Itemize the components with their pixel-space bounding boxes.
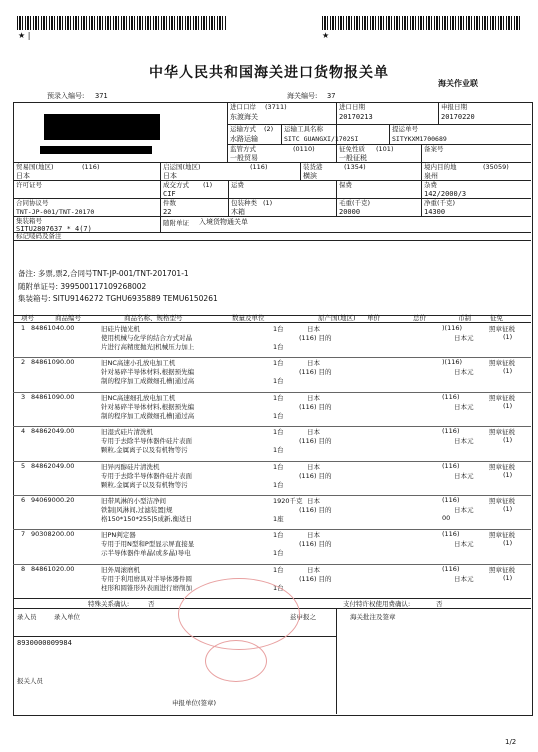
dest-place-label: 境内目的地 <box>424 163 457 171</box>
special-label: 特殊关系确认: <box>88 600 130 608</box>
item-dest: (116) <box>442 496 460 504</box>
redacted-consignee <box>44 114 160 140</box>
col-unit-price: 单价 <box>367 314 380 322</box>
item-n1: 旧PN判定器 <box>101 531 136 540</box>
item-duty: 照章征税 <box>489 428 515 437</box>
barcode-star-left: ★ | <box>18 31 31 40</box>
barcode-right <box>322 16 522 30</box>
item-q1: 1台 <box>273 428 284 437</box>
loading-port-label: 装货港 <box>303 163 323 171</box>
item-code: 84861090.00 <box>31 392 75 401</box>
supervision-value: 一般贸易 <box>230 154 258 162</box>
item-n2: 专用于用N型和P型显示屏直接显 <box>101 540 195 549</box>
item-duty: 照章征税 <box>489 462 515 471</box>
col-name: 商品名称、规格型号 <box>124 314 183 322</box>
col-total: 总价 <box>413 314 426 322</box>
item-q1: 1920千克 <box>273 497 303 505</box>
item-no: 6 <box>21 496 26 504</box>
origin-country-value: 日本 <box>163 172 177 180</box>
trade-country-label: 贸易国(地区) <box>16 163 54 171</box>
row-divider <box>13 461 531 462</box>
item-extra: 00 <box>442 514 451 522</box>
barcode-star-right: ★ <box>322 31 330 40</box>
item-cur: 日本元 <box>454 402 474 411</box>
row-divider <box>13 426 531 427</box>
page-number: 1/2 <box>505 738 517 746</box>
page-title: 中华人民共和国海关进口货物报关单 <box>149 65 389 81</box>
contract-value: TNT-JP-001/TNT-20170 <box>16 208 95 216</box>
item-q3: 1台 <box>273 377 284 386</box>
freight-label: 运费 <box>231 181 244 189</box>
item-code: 84861090.00 <box>31 358 75 367</box>
item-q3: 1台 <box>273 549 284 558</box>
item-q3: 1台 <box>273 343 284 351</box>
redacted-consumer <box>40 146 152 154</box>
item-q3: 1台 <box>273 480 284 489</box>
item-n3: 格150*150*255|5成新,衡适日 <box>101 515 193 523</box>
item-ocode: (116) 目的 <box>299 471 332 480</box>
declare-date-label: 申报日期 <box>441 103 467 111</box>
col-currency: 币制 <box>458 314 471 322</box>
item-duty: 照章征税 <box>489 359 515 368</box>
item-q3: 1台 <box>273 446 284 455</box>
item-n1: 旧湿式硅片清洗机 <box>101 428 153 437</box>
col-qty: 数量及单位 <box>232 314 265 322</box>
item-code: 84862049.00 <box>31 461 75 470</box>
dest-place-code: (35059) <box>483 163 509 171</box>
marks-line-1: 备注: 多票,票2,合同号TNT-JP-001/TNT-201701-1 <box>18 269 189 278</box>
import-date-value: 20170213 <box>339 113 373 121</box>
deal-mode-label: 成交方式 <box>163 181 189 189</box>
item-dest: (116) <box>442 461 460 470</box>
import-date-label: 进口日期 <box>339 103 365 111</box>
item-ocode: (116) 目的 <box>299 437 332 446</box>
item-dcode: (1) <box>503 470 513 479</box>
port-code: (3711) <box>265 103 287 111</box>
item-dcode: (1) <box>503 573 513 582</box>
table-row <box>17 392 531 426</box>
item-ocode: (116) 目的 <box>299 574 332 583</box>
vessel-label: 运输工具名称 <box>284 125 323 133</box>
origin-country-code: (116) <box>250 163 268 171</box>
docs-value: 入境货物通关单 <box>199 218 248 226</box>
item-dest: (116) <box>442 530 460 539</box>
pieces-value: 22 <box>163 208 172 216</box>
pre-entry-label: 预录入编号: <box>47 92 85 100</box>
pre-entry-value: 371 <box>95 92 108 100</box>
item-code: 84862049.00 <box>31 427 75 436</box>
tax-nature-label: 征免性质 <box>339 145 365 153</box>
item-dest: )(116) <box>442 358 463 367</box>
transport-mode-label: 运输方式 <box>230 125 256 133</box>
docs-label: 随附单证 <box>163 219 189 227</box>
special-value: 否 <box>148 600 155 608</box>
item-n3: 制的程序加工成微细孔槽|通过高 <box>101 411 195 420</box>
item-origin: 日本 <box>307 325 320 333</box>
item-dcode: (1) <box>503 333 513 341</box>
item-q1: 1台 <box>273 393 284 402</box>
record-no-label: 备案号 <box>424 145 444 153</box>
marks-line-3: 集装箱号: SITU9146272 TGHU6935889 TEMU6150261 <box>18 294 218 303</box>
package-code: (1) <box>263 199 273 207</box>
item-n2: 铁制|风淋间,过滤装置|规 <box>101 506 173 514</box>
item-ocode: (116) 目的 <box>299 368 332 377</box>
item-dcode: (1) <box>503 505 513 513</box>
misc-label: 杂费 <box>424 181 437 189</box>
deal-mode-code: (1) <box>203 181 213 189</box>
item-no: 8 <box>21 564 26 573</box>
item-n1: 旧外周滚磨机 <box>101 565 140 574</box>
item-no: 5 <box>21 461 26 470</box>
bill-label: 提运单号 <box>392 125 418 133</box>
item-dcode: (1) <box>503 401 513 410</box>
item-n2: 针对易碎半导体材料,根据预先编 <box>101 368 195 377</box>
customs-approval-label: 海关批注及签章 <box>350 613 396 621</box>
marks-label: 标记唛码及备注 <box>16 232 62 240</box>
item-n3: 制的程序加工成微细孔槽|通过高 <box>101 377 195 386</box>
port-label: 进口口岸 <box>230 103 256 111</box>
entry-person-value: 8930000009984 <box>17 639 72 647</box>
declare-date-value: 20170220 <box>441 113 475 121</box>
table-row <box>17 461 531 495</box>
item-q1: 1台 <box>273 462 284 471</box>
red-seal-inner <box>205 640 267 682</box>
item-n3: 示半导体器件单晶(或多晶)导电 <box>101 549 191 558</box>
entry-unit-label: 录入单位 <box>54 613 80 621</box>
origin-country-label: 启运国(地区) <box>163 163 201 171</box>
customs-no-value: 37 <box>327 92 336 100</box>
item-code: 84861040.00 <box>31 324 75 332</box>
package-label: 包装种类 <box>231 199 257 207</box>
item-n2: 专用于利用磨具对半导体器件圆 <box>101 574 192 583</box>
item-cur: 日本元 <box>454 574 474 583</box>
bill-value: SITYKXM1700689 <box>392 135 447 143</box>
dest-place-value: 泉州 <box>424 172 438 180</box>
item-q1: 1台 <box>273 565 284 574</box>
pieces-label: 件数 <box>163 199 176 207</box>
item-code: 94069000.20 <box>31 496 75 504</box>
item-q1: 1台 <box>273 531 284 540</box>
item-n1: 旧带风淋的小型洁净间 <box>101 497 166 505</box>
item-duty: 照章征税 <box>489 497 515 505</box>
item-no: 1 <box>21 324 26 332</box>
item-n3: 颗粒,金属离子以及有机物等污 <box>101 446 188 455</box>
item-q3: 1台 <box>273 583 284 592</box>
row-divider <box>13 564 531 565</box>
item-dcode: (1) <box>503 436 513 445</box>
row-divider <box>13 495 531 496</box>
item-duty: 照章征税 <box>489 565 515 574</box>
item-origin: 日本 <box>307 565 320 574</box>
net-value: 14300 <box>424 208 446 216</box>
item-n3: 柱形和圆锥形外表面进行磨削加 <box>101 583 192 592</box>
item-n1: 旧异丙醇硅片清洗机 <box>101 462 160 471</box>
vessel-value: SITC GUANGXI/1702SI <box>284 135 359 143</box>
table-row <box>17 426 531 460</box>
item-ocode: (116) 目的 <box>299 540 332 549</box>
supervision-code: (0110) <box>293 145 315 153</box>
gross-value: 20000 <box>339 208 361 216</box>
col-duty: 征免 <box>490 314 503 322</box>
royalty-value: 否 <box>436 600 443 608</box>
item-code: 84861020.00 <box>31 564 75 573</box>
item-no: 4 <box>21 427 26 436</box>
row-divider <box>13 392 531 393</box>
transport-mode-value: 水路运输 <box>230 135 258 143</box>
customs-copy-label: 海关作业联 <box>438 79 478 88</box>
royalty-label: 支付特许权使用费确认: <box>343 600 411 608</box>
item-q1: 1台 <box>273 325 284 333</box>
item-n1: 旧NC高速细孔放电加工机 <box>101 393 176 402</box>
container-label: 集装箱号 <box>16 217 42 225</box>
item-origin: 日本 <box>307 393 320 402</box>
misc-value: 142/2000/3 <box>424 190 467 198</box>
item-ocode: (116) 目的 <box>299 506 332 514</box>
declarant-label: 报关人员 <box>17 677 43 685</box>
item-n3: 片进行高精度抛光|机械压力加上 <box>101 343 195 351</box>
package-value: 木箱 <box>231 208 245 216</box>
barcode-left <box>17 16 227 30</box>
item-ocode: (116) 目的 <box>299 334 332 342</box>
item-dcode: (1) <box>503 367 513 376</box>
col-code: 商品编号 <box>55 314 81 322</box>
table-row <box>17 495 531 529</box>
item-q3: 1台 <box>273 411 284 420</box>
net-label: 净重(千克) <box>424 199 456 207</box>
item-cur: 日本元 <box>454 368 474 377</box>
item-no: 2 <box>21 358 26 367</box>
transport-mode-code: (2) <box>264 125 274 133</box>
license-label: 许可证号 <box>16 181 42 189</box>
item-cur: 日本元 <box>454 471 474 480</box>
item-origin: 日本 <box>307 497 320 505</box>
item-dcode: (1) <box>503 539 513 548</box>
item-origin: 日本 <box>307 359 320 368</box>
deal-mode-value: CIF <box>163 190 176 198</box>
declare-unit-label: 申报单位(签章) <box>172 699 217 707</box>
item-origin: 日本 <box>307 462 320 471</box>
declare-statement: 兹申报之 <box>290 613 316 621</box>
loading-port-value: 横滨 <box>303 172 317 180</box>
item-duty: 照章征税 <box>489 531 515 540</box>
supervision-label: 监管方式 <box>230 145 256 153</box>
item-n2: 专用于去除半导体器件硅片表面 <box>101 437 192 446</box>
item-cur: 日本元 <box>454 506 474 514</box>
item-n2: 针对易碎半导体材料,根据预先编 <box>101 402 195 411</box>
tax-nature-value: 一般征税 <box>339 154 367 162</box>
trade-country-code: (116) <box>82 163 100 171</box>
item-n1: 旧硅片抛光机 <box>101 325 140 333</box>
item-n1: 旧NC高速小孔放电加工机 <box>101 359 176 368</box>
insurance-label: 保费 <box>339 181 352 189</box>
table-row <box>17 529 531 563</box>
item-dest: (116) <box>442 392 460 401</box>
item-n2: 使用机械与化学的结合方式对晶 <box>101 334 192 342</box>
col-origin: 原产国(地区) <box>318 314 356 322</box>
port-value: 东渡海关 <box>230 113 258 121</box>
item-q1: 1台 <box>273 359 284 368</box>
item-n3: 颗粒,金属离子以及有机物等污 <box>101 480 188 489</box>
container-value: SITU2807637 * 4(7) <box>16 225 92 233</box>
item-origin: 日本 <box>307 428 320 437</box>
item-no: 7 <box>21 530 26 539</box>
tax-nature-code: (101) <box>376 145 394 153</box>
entry-person-label: 录入员 <box>17 613 37 621</box>
item-no: 3 <box>21 392 26 401</box>
item-cur: 日本元 <box>454 334 474 342</box>
contract-label: 合同协议号 <box>16 199 49 207</box>
table-row <box>17 357 531 391</box>
item-cur: 日本元 <box>454 540 474 549</box>
item-q3: 1座 <box>273 515 284 523</box>
item-dest: (116) <box>442 564 460 573</box>
gross-label: 毛重(千克) <box>339 199 371 207</box>
item-cur: 日本元 <box>454 437 474 446</box>
item-code: 90308200.00 <box>31 530 75 539</box>
col-item-no: 项号 <box>21 314 34 322</box>
table-row <box>17 323 531 357</box>
item-duty: 照章征税 <box>489 325 515 333</box>
marks-line-2: 随附单证号: 399500117109268002 <box>18 282 147 291</box>
loading-port-code: (1354) <box>344 163 366 171</box>
row-divider <box>13 357 531 358</box>
item-ocode: (116) 目的 <box>299 402 332 411</box>
row-divider <box>13 529 531 530</box>
trade-country-value: 日本 <box>16 172 30 180</box>
item-origin: 日本 <box>307 531 320 540</box>
item-duty: 照章征税 <box>489 393 515 402</box>
item-dest: (116) <box>442 427 460 436</box>
item-dest: )(116) <box>442 324 463 332</box>
customs-no-label: 海关编号: <box>287 92 318 100</box>
item-n2: 专用于去除半导体器件硅片表面 <box>101 471 192 480</box>
